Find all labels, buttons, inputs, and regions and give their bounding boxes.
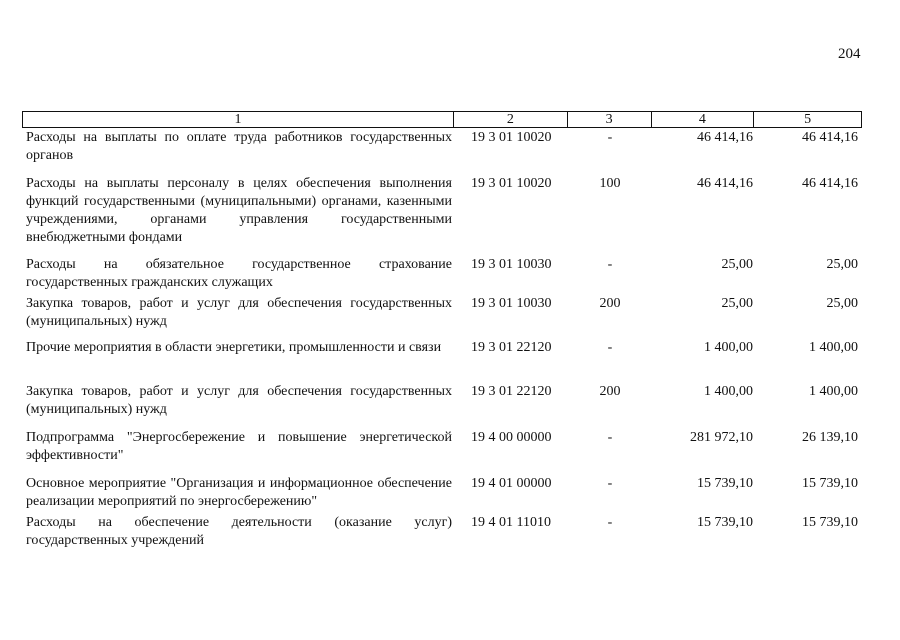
row-description: Основное мероприятие "Организация и информационное обеспечение реализации мероприятий по энергосбережению" (26, 476, 452, 509)
row-description: Расходы на выплаты по оплате труда работников государственных органов (26, 130, 452, 163)
row-amount-col5: 1 400,00 (809, 340, 858, 355)
row-expense-type: - (607, 476, 613, 491)
row-expense-type: - (607, 130, 613, 145)
row-amount-col5: 15 739,10 (802, 515, 858, 530)
row-description: Расходы на обеспечение деятельности (оказание услуг) государственных учреждений (26, 515, 452, 548)
row-description: Расходы на обязательное государственное страхование государственных гражданских служащих (26, 257, 452, 290)
row-amount-col5: 46 414,16 (802, 130, 858, 145)
row-expense-type: - (607, 515, 613, 530)
row-code: 19 3 01 10030 (471, 257, 552, 272)
row-description: Прочие мероприятия в области энергетики, промышленности и связи (26, 340, 442, 355)
row-amount-col4: 1 400,00 (704, 384, 753, 399)
row-amount-col5: 46 414,16 (802, 176, 858, 191)
row-amount-col5: 15 739,10 (802, 476, 858, 491)
table-header (22, 111, 862, 128)
column-header-1: 1 (23, 112, 454, 127)
row-expense-type: 200 (599, 384, 621, 399)
row-amount-col4: 46 414,16 (697, 176, 753, 191)
row-expense-type: 200 (599, 296, 621, 311)
row-amount-col5: 25,00 (826, 257, 858, 272)
row-description: Подпрограмма "Энергосбережение и повышение энергетической эффективности" (26, 430, 452, 463)
row-amount-col4: 25,00 (721, 257, 753, 272)
row-amount-col4: 25,00 (721, 296, 753, 311)
page-number: 204 (838, 46, 861, 62)
row-description: Закупка товаров, работ и услуг для обеспечения государственных (муниципальных) нужд (26, 296, 452, 329)
row-expense-type: - (607, 257, 613, 272)
row-amount-col4: 15 739,10 (697, 476, 753, 491)
row-code: 19 3 01 10030 (471, 296, 552, 311)
row-expense-type: 100 (599, 176, 621, 191)
row-description: Расходы на выплаты персоналу в целях обеспечения выполнения функций государственными (муниципальными) органами, казенными учреждениями, органами управления государственными внебюджетными фондами (26, 176, 452, 245)
row-amount-col5: 1 400,00 (809, 384, 858, 399)
row-amount-col4: 46 414,16 (697, 130, 753, 145)
row-code: 19 4 01 00000 (471, 476, 552, 491)
row-code: 19 4 01 11010 (471, 515, 551, 530)
row-expense-type: - (607, 430, 613, 445)
row-amount-col4: 15 739,10 (697, 515, 753, 530)
row-code: 19 3 01 22120 (471, 384, 552, 399)
column-header-2: 2 (454, 112, 568, 127)
row-amount-col4: 281 972,10 (690, 430, 753, 445)
row-code: 19 4 00 00000 (471, 430, 552, 445)
row-code: 19 3 01 10020 (471, 130, 552, 145)
column-header-5: 5 (804, 112, 812, 127)
row-expense-type: - (607, 340, 613, 355)
column-header-3: 3 (568, 112, 652, 127)
row-amount-col5: 26 139,10 (802, 430, 858, 445)
column-header-4: 4 (652, 112, 755, 127)
row-code: 19 3 01 22120 (471, 340, 552, 355)
row-amount-col5: 25,00 (826, 296, 858, 311)
row-description: Закупка товаров, работ и услуг для обеспечения государственных (муниципальных) нужд (26, 384, 452, 417)
row-code: 19 3 01 10020 (471, 176, 552, 191)
row-amount-col4: 1 400,00 (704, 340, 753, 355)
